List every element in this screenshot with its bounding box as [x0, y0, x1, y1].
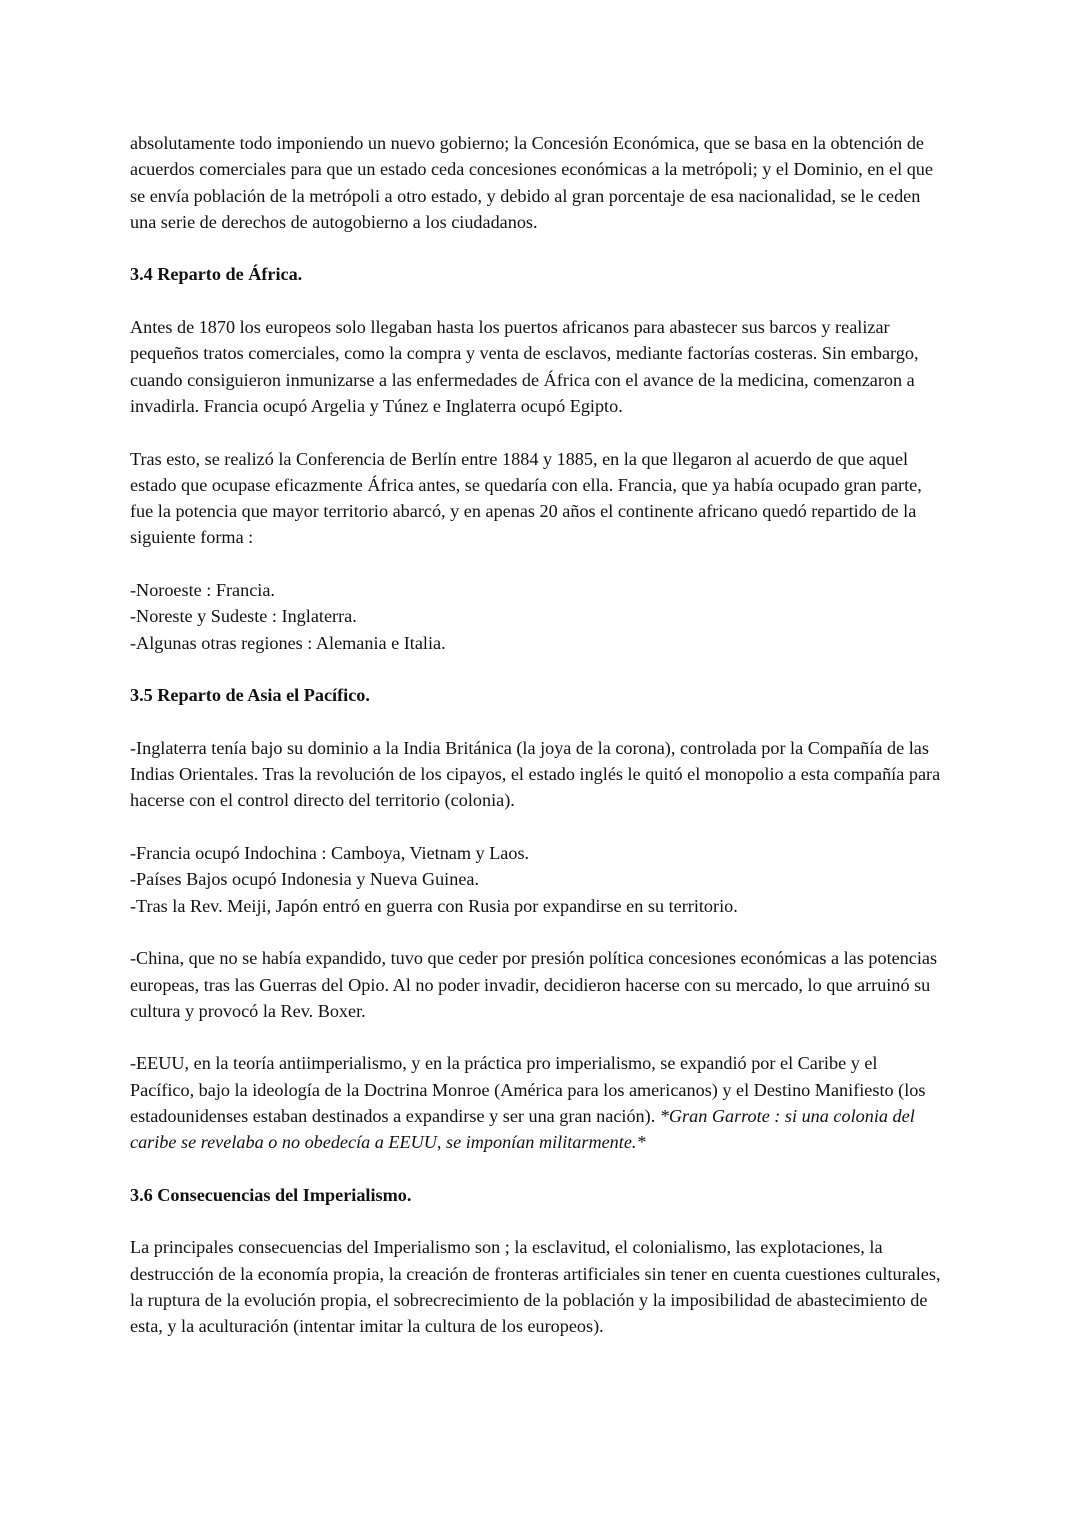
asia-paragraph-china: -China, que no se había expandido, tuvo que ceder por presión política concesiones económicas a las potencias europeas, tras las Guerras del Opio. Al no poder invadir, decidieron hacerse con su mercado, lo que arruinó su cultura y provocó la Rev. Boxer. [130, 948, 938, 1021]
list-item: -Noroeste : Francia. [130, 580, 275, 601]
gran-garrote-note: *Gran Garrote : si una colonia del caribe se revelaba o no obedecía a EEUU, se imponían militarmente.* [130, 1105, 915, 1153]
list-item: -Países Bajos ocupó Indonesia y Nueva Guinea. [130, 869, 480, 890]
africa-partition-list [130, 577, 945, 656]
consecuencias-paragraph: La principales consecuencias del Imperialismo son ; la esclavitud, el colonialismo, las explotaciones, la destrucción de la economía propia, la creación de fronteras artificiales sin tener en cuenta cuestiones culturales, la ruptura de la evolución propia, el sobrecrecimiento de la población y la imposibilidad de abastecimiento de esta, y la aculturación (intentar imitar la cultura de los europeos). [130, 1237, 941, 1337]
eeuu-text: -EEUU, en la teoría antiimperialismo, y en la práctica pro imperialismo, se expandió por el Caribe y el Pacífico, bajo la ideología de la Doctrina Monroe (América para los americanos) y el Destino Manifiesto (los estadounidenses estaban destinados a expandirse y ser una gran nación). [130, 1053, 926, 1126]
asia-paragraph-eeuu [130, 1050, 945, 1155]
section-heading-consecuencias: 3.6 Consecuencias del Imperialismo. [130, 1184, 412, 1205]
section-heading-reparto-asia: 3.5 Reparto de Asia el Pacífico. [130, 685, 370, 706]
list-item: -Tras la Rev. Meiji, Japón entró en guerra con Rusia por expandirse en su territorio. [130, 895, 738, 916]
list-item: -Francia ocupó Indochina : Camboya, Vietnam y Laos. [130, 843, 530, 864]
document-page [130, 130, 945, 1366]
list-item: -Noreste y Sudeste : Inglaterra. [130, 606, 357, 627]
intro-paragraph: absolutamente todo imponiendo un nuevo gobierno; la Concesión Económica, que se basa en la obtención de acuerdos comerciales para que un estado ceda concesiones económicas a la metrópoli; y el Dominio, en el que se envía población de la metrópoli a otro estado, y debido al gran porcentaje de esa nacionalidad, se le ceden una serie de derechos de autogobierno a los ciudadanos. [130, 133, 933, 232]
asia-list [130, 840, 945, 919]
africa-paragraph-1: Antes de 1870 los europeos solo llegaban hasta los puertos africanos para abastecer sus barcos y realizar pequeños tratos comerciales, como la compra y venta de esclavos, mediante factorías costeras. Sin embargo, cuando consiguieron inmunizarse a las enfermedades de África con el avance de la medicina, comenzaron a invadirla. Francia ocupó Argelia y Túnez e Inglaterra ocupó Egipto. [130, 317, 919, 416]
africa-paragraph-2: Tras esto, se realizó la Conferencia de Berlín entre 1884 y 1885, en la que llegaron al acuerdo de que aquel estado que ocupase eficazmente África antes, se quedaría con ella. Francia, que ya había ocupado gran parte, fue la potencia que mayor territorio abarcó, y en apenas 20 años el continente africano quedó repartido de la siguiente forma : [130, 448, 922, 548]
section-heading-reparto-africa: 3.4 Reparto de África. [130, 264, 303, 285]
list-item: -Algunas otras regiones : Alemania e Italia. [130, 632, 446, 653]
asia-paragraph-inglaterra: -Inglaterra tenía bajo su dominio a la India Británica (la joya de la corona), controlada por la Compañía de las Indias Orientales. Tras la revolución de los cipayos, el estado inglés le quitó el monopolio a esta compañía para hacerse con el control directo del territorio (colonia). [130, 737, 941, 811]
